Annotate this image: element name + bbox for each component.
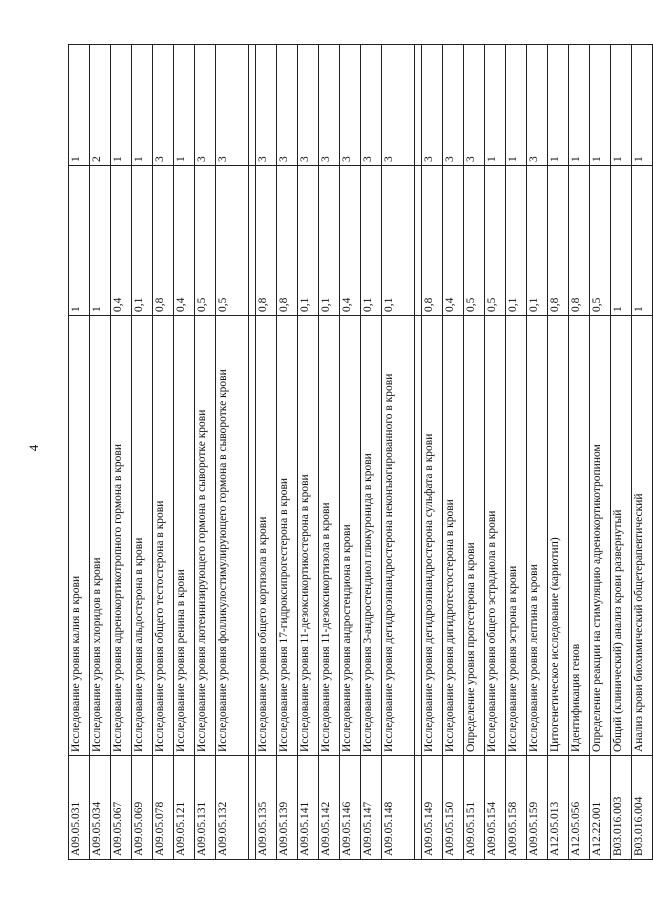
service-name: Исследование уровня дегидроэпиандростерона неконъюгированного в крови <box>382 316 415 756</box>
page-number: 4 <box>26 444 41 452</box>
table-row <box>527 45 548 860</box>
frequency-value: 1 <box>611 166 632 316</box>
service-name: Исследование уровня общего тестостерона в крови <box>153 316 174 756</box>
multiplicity-value: 1 <box>632 45 653 166</box>
frequency-value: 0,1 <box>319 166 340 316</box>
multiplicity-value: 1 <box>548 45 569 166</box>
frequency-value: 0,8 <box>548 166 569 316</box>
multiplicity-value: 3 <box>216 45 249 166</box>
service-name: Исследование уровня 11-дезоксикортизола в крови <box>319 316 340 756</box>
table-row <box>340 45 361 860</box>
service-code: A09.05.159 <box>527 756 548 860</box>
frequency-value: 0,1 <box>506 166 527 316</box>
frequency-value: 0,4 <box>111 166 132 316</box>
service-code: A12.05.056 <box>569 756 590 860</box>
multiplicity-value: 3 <box>298 45 319 166</box>
frequency-value: 0,1 <box>132 166 153 316</box>
frequency-value: 0,8 <box>277 166 298 316</box>
table-row <box>277 45 298 860</box>
multiplicity-value: 3 <box>277 45 298 166</box>
table-row <box>298 45 319 860</box>
table-row <box>422 45 443 860</box>
service-name: Исследование уровня калия в крови <box>69 316 90 756</box>
multiplicity-value: 1 <box>569 45 590 166</box>
multiplicity-value: 1 <box>611 45 632 166</box>
table-row <box>548 45 569 860</box>
service-name: Исследование уровня дегидроэпиандростерона сульфата в крови <box>422 316 443 756</box>
table-row <box>569 45 590 860</box>
service-name: Исследование уровня хлоридов в крови <box>90 316 111 756</box>
service-code: B03.016.003 <box>611 756 632 860</box>
services-table <box>68 44 653 860</box>
service-code: A09.05.142 <box>319 756 340 860</box>
multiplicity-value: 1 <box>69 45 90 166</box>
service-name: Цитогенетическое исследование (кариотип) <box>548 316 569 756</box>
services-table-container <box>68 45 645 860</box>
frequency-value: 0,8 <box>422 166 443 316</box>
service-code: A09.05.135 <box>256 756 277 860</box>
service-name: Исследование уровня лютеинизирующего гормона в сыворотке крови <box>195 316 216 756</box>
service-name: Исследование уровня альдостерона в крови <box>132 316 153 756</box>
table-row <box>256 45 277 860</box>
frequency-value: 0,1 <box>361 166 382 316</box>
table-row <box>611 45 632 860</box>
table-row <box>153 45 174 860</box>
service-code: A09.05.034 <box>90 756 111 860</box>
frequency-value: 0,8 <box>153 166 174 316</box>
service-name: Общий (клинический) анализ крови развернутый <box>611 316 632 756</box>
service-code: A09.05.154 <box>485 756 506 860</box>
service-name: Исследование уровня ренина в крови <box>174 316 195 756</box>
frequency-value: 0,8 <box>256 166 277 316</box>
table-row <box>464 45 485 860</box>
table-row <box>361 45 382 860</box>
frequency-value: 0,8 <box>569 166 590 316</box>
service-code: A09.05.132 <box>216 756 249 860</box>
multiplicity-value: 3 <box>422 45 443 166</box>
service-code: A09.05.149 <box>422 756 443 860</box>
table-row <box>216 45 249 860</box>
frequency-value: 0,5 <box>590 166 611 316</box>
service-code: A09.05.139 <box>277 756 298 860</box>
multiplicity-value: 1 <box>506 45 527 166</box>
service-code: A09.05.141 <box>298 756 319 860</box>
multiplicity-value: 3 <box>340 45 361 166</box>
table-row <box>174 45 195 860</box>
service-name: Исследование уровня эстрона в крови <box>506 316 527 756</box>
table-row <box>69 45 90 860</box>
table-row <box>90 45 111 860</box>
frequency-value: 0,5 <box>464 166 485 316</box>
frequency-value: 0,5 <box>216 166 249 316</box>
service-name: Определение уровня прогестерона в крови <box>464 316 485 756</box>
multiplicity-value: 3 <box>464 45 485 166</box>
service-name: Определение реакции на стимуляцию адренокортикотропином <box>590 316 611 756</box>
service-name: Исследование уровня фолликулостимулирующего гормона в сыворотке крови <box>216 316 249 756</box>
service-code: A09.05.148 <box>382 756 415 860</box>
service-code: A09.05.147 <box>361 756 382 860</box>
service-code: A09.05.067 <box>111 756 132 860</box>
multiplicity-value: 1 <box>132 45 153 166</box>
service-code: B03.016.004 <box>632 756 653 860</box>
frequency-value: 0,5 <box>195 166 216 316</box>
service-name: Исследование уровня андростендиона в крови <box>340 316 361 756</box>
frequency-value: 0,1 <box>527 166 548 316</box>
frequency-value: 0,4 <box>174 166 195 316</box>
service-code: A09.05.158 <box>506 756 527 860</box>
frequency-value: 1 <box>69 166 90 316</box>
multiplicity-value: 3 <box>319 45 340 166</box>
multiplicity-value: 3 <box>527 45 548 166</box>
table-spacer-row <box>415 45 422 860</box>
service-name: Исследование уровня общего кортизола в крови <box>256 316 277 756</box>
multiplicity-value: 3 <box>195 45 216 166</box>
service-name: Исследование уровня общего эстрадиола в крови <box>485 316 506 756</box>
service-name: Исследование уровня адренокортикотропного гормона в крови <box>111 316 132 756</box>
frequency-value: 1 <box>632 166 653 316</box>
service-code: A09.05.131 <box>195 756 216 860</box>
service-name: Исследование уровня 17-гидроксипрогестерона в крови <box>277 316 298 756</box>
frequency-value: 0,4 <box>443 166 464 316</box>
multiplicity-value: 2 <box>90 45 111 166</box>
table-row <box>132 45 153 860</box>
service-code: A09.05.150 <box>443 756 464 860</box>
table-row <box>319 45 340 860</box>
service-code: A09.05.146 <box>340 756 361 860</box>
table-row <box>590 45 611 860</box>
service-code: A09.05.069 <box>132 756 153 860</box>
service-code: A12.22.001 <box>590 756 611 860</box>
service-name: Исследование уровня лептина в крови <box>527 316 548 756</box>
table-row <box>443 45 464 860</box>
service-name: Идентификация генов <box>569 316 590 756</box>
table-row <box>111 45 132 860</box>
service-code: A09.05.121 <box>174 756 195 860</box>
multiplicity-value: 3 <box>256 45 277 166</box>
table-row <box>382 45 415 860</box>
frequency-value: 0,5 <box>485 166 506 316</box>
service-name: Исследование уровня 11-дезоксикортикостерона в крови <box>298 316 319 756</box>
multiplicity-value: 3 <box>443 45 464 166</box>
multiplicity-value: 3 <box>153 45 174 166</box>
service-name: Исследование уровня дигидротестостерона в крови <box>443 316 464 756</box>
service-code: A12.05.013 <box>548 756 569 860</box>
table-row <box>195 45 216 860</box>
service-code: A09.05.151 <box>464 756 485 860</box>
multiplicity-value: 1 <box>111 45 132 166</box>
service-name: Анализ крови биохимический общетерапевтический <box>632 316 653 756</box>
multiplicity-value: 3 <box>361 45 382 166</box>
multiplicity-value: 1 <box>174 45 195 166</box>
frequency-value: 0,4 <box>340 166 361 316</box>
table-spacer-row <box>249 45 256 860</box>
frequency-value: 1 <box>90 166 111 316</box>
table-row <box>632 45 653 860</box>
multiplicity-value: 1 <box>590 45 611 166</box>
table-row <box>485 45 506 860</box>
frequency-value: 0,1 <box>382 166 415 316</box>
table-row <box>506 45 527 860</box>
service-name: Исследование уровня 3-андростендиол глюкуронида в крови <box>361 316 382 756</box>
multiplicity-value: 3 <box>382 45 415 166</box>
service-code: A09.05.031 <box>69 756 90 860</box>
service-code: A09.05.078 <box>153 756 174 860</box>
frequency-value: 0,1 <box>298 166 319 316</box>
multiplicity-value: 1 <box>485 45 506 166</box>
